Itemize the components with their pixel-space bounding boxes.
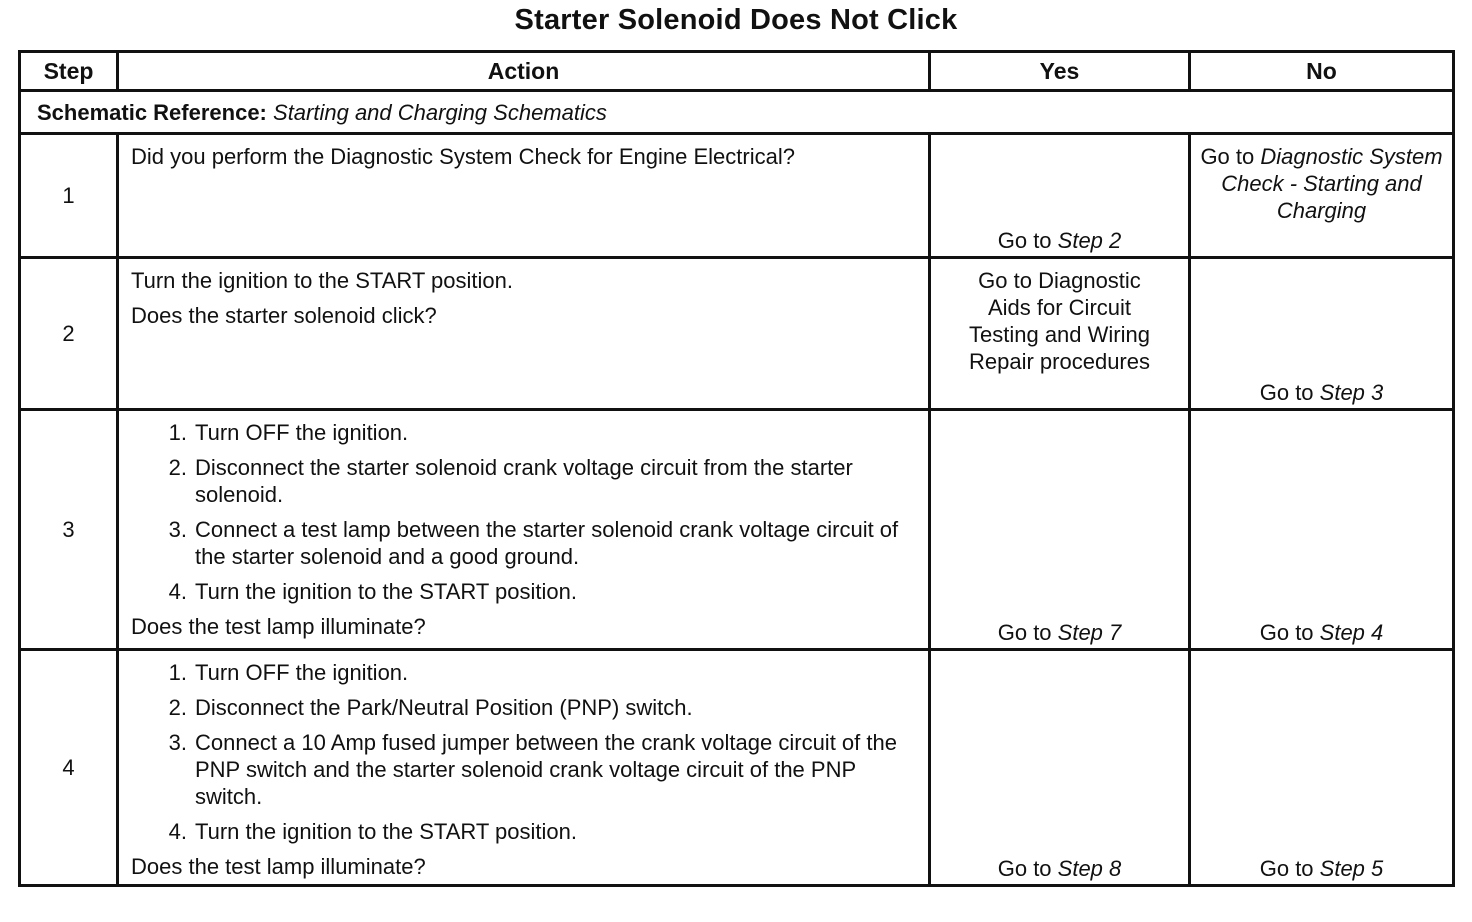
schematic-row (20, 91, 1454, 134)
action-cell (118, 410, 930, 650)
action-steps (131, 419, 916, 605)
no-cell (1190, 410, 1454, 650)
action-cell (118, 134, 930, 258)
item-number: 1. (168, 660, 187, 685)
yes-prefix: Go to (997, 620, 1058, 645)
item-text: Turn the ignition to the START position. (195, 579, 577, 604)
header-action: Action (118, 52, 930, 91)
no-goto[interactable] (1191, 855, 1452, 882)
item-text: Disconnect the starter solenoid crank voltage circuit from the starter solenoid. (195, 455, 853, 507)
step-number: 1 (20, 134, 118, 258)
no-ref[interactable]: Diagnostic System Check - Starting and Charging (1221, 144, 1443, 223)
item-number: 1. (168, 420, 187, 445)
table-row (20, 410, 1454, 650)
list-item (131, 659, 916, 686)
item-number: 2. (168, 695, 187, 720)
no-goto[interactable] (1191, 135, 1452, 224)
list-item (131, 694, 916, 721)
step-number: 2 (20, 258, 118, 410)
yes-ref[interactable]: Step 7 (1057, 620, 1122, 645)
action-instruction: Turn the ignition to the START position. (131, 268, 513, 293)
action-question: Does the test lamp illuminate? (131, 854, 426, 879)
schematic-label: Schematic Reference: (37, 99, 267, 125)
list-item (131, 419, 916, 446)
yes-prefix: Go to (997, 228, 1058, 253)
no-ref[interactable]: Step 3 (1319, 380, 1384, 405)
no-cell (1190, 258, 1454, 410)
yes-goto[interactable]: Go to Diagnostic Aids for Circuit Testing and Wiring Repair procedures (969, 268, 1150, 374)
no-prefix: Go to (1259, 620, 1320, 645)
yes-goto[interactable] (931, 855, 1188, 882)
schematic-link[interactable]: Starting and Charging Schematics (273, 99, 607, 125)
action-question: Does the starter solenoid click? (131, 303, 437, 328)
yes-cell (930, 410, 1190, 650)
item-number: 2. (168, 455, 187, 480)
yes-cell (930, 134, 1190, 258)
no-cell (1190, 650, 1454, 886)
no-ref[interactable]: Step 4 (1319, 620, 1384, 645)
yes-prefix: Go to (997, 856, 1058, 881)
header-step: Step (20, 52, 118, 91)
list-item (131, 516, 916, 570)
step-number: 4 (20, 650, 118, 886)
yes-ref[interactable]: Step 2 (1057, 228, 1122, 253)
item-text: Disconnect the Park/Neutral Position (PNP) switch. (195, 695, 693, 720)
diagnostic-table (18, 50, 1455, 887)
list-item (131, 729, 916, 810)
no-prefix: Go to (1200, 144, 1261, 169)
item-text: Connect a test lamp between the starter solenoid crank voltage circuit of the starter solenoid and a good ground. (195, 517, 899, 569)
header-yes: Yes (930, 52, 1190, 91)
item-number: 4. (168, 819, 187, 844)
no-prefix: Go to (1259, 856, 1320, 881)
item-number: 3. (168, 730, 187, 755)
yes-ref[interactable]: Step 8 (1057, 856, 1122, 881)
item-text: Turn OFF the ignition. (195, 420, 409, 445)
no-cell (1190, 134, 1454, 258)
item-number: 3. (168, 517, 187, 542)
no-prefix: Go to (1259, 380, 1320, 405)
action-question: Does the test lamp illuminate? (131, 614, 426, 639)
yes-goto[interactable] (931, 227, 1188, 254)
list-item (131, 454, 916, 508)
action-cell (118, 258, 930, 410)
list-item (131, 578, 916, 605)
item-text: Connect a 10 Amp fused jumper between the crank voltage circuit of the PNP switch and the starter solenoid crank voltage circuit of the PNP switch. (195, 730, 897, 809)
no-goto[interactable] (1191, 619, 1452, 646)
list-item (131, 818, 916, 845)
action-question: Did you perform the Diagnostic System Check for Engine Electrical? (131, 144, 795, 169)
table-row (20, 650, 1454, 886)
no-ref[interactable]: Step 5 (1319, 856, 1384, 881)
item-text: Turn the ignition to the START position. (195, 819, 577, 844)
table-row (20, 258, 1454, 410)
table-row (20, 134, 1454, 258)
item-text: Turn OFF the ignition. (195, 660, 409, 685)
action-steps (131, 659, 916, 845)
yes-cell (930, 258, 1190, 410)
yes-goto[interactable] (931, 619, 1188, 646)
page-title: Starter Solenoid Does Not Click (514, 4, 958, 36)
yes-cell (930, 650, 1190, 886)
step-number: 3 (20, 410, 118, 650)
action-cell (118, 650, 930, 886)
header-no: No (1190, 52, 1454, 91)
no-goto[interactable] (1191, 379, 1452, 406)
schematic-reference (20, 91, 1454, 134)
item-number: 4. (168, 579, 187, 604)
header-row (20, 52, 1454, 91)
